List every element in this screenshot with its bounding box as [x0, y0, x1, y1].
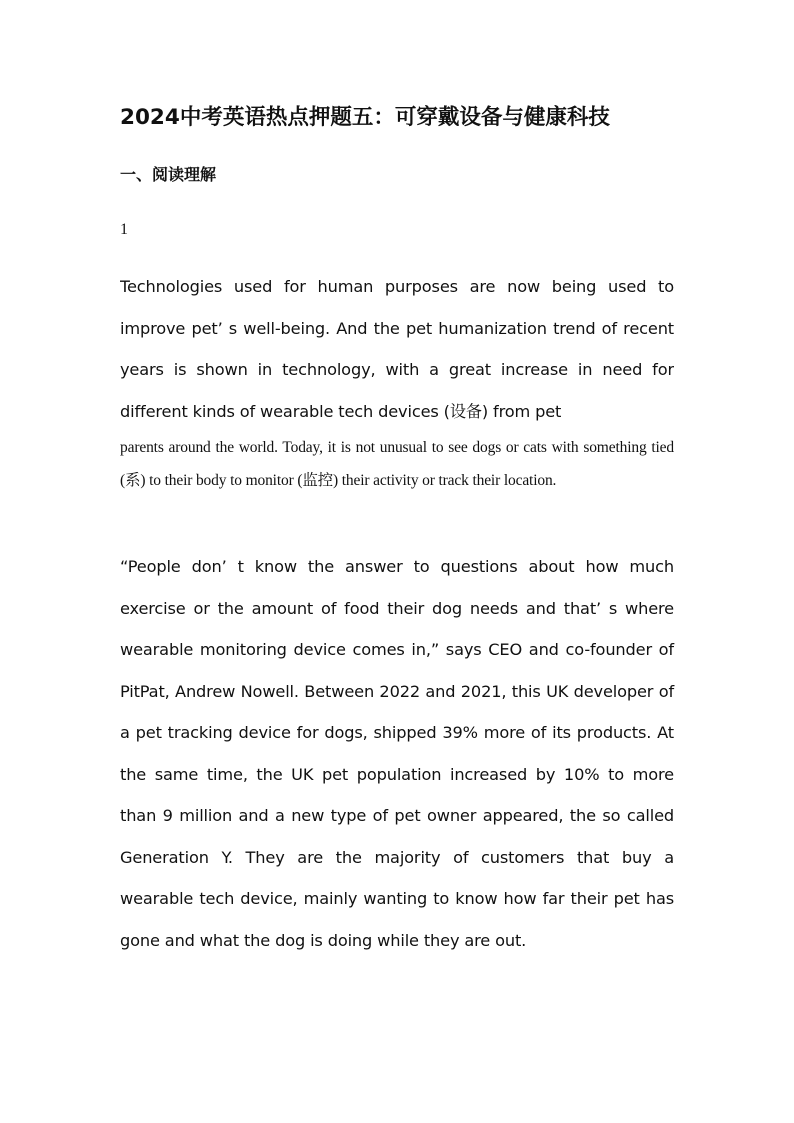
passage-paragraph-1-continued: parents around the world. Today, it is not unusual to see dogs or cats with something tied (系) to their body to monitor (监控) their activity or track their location.: [120, 439, 674, 489]
question-number: 1: [120, 221, 128, 238]
passage-paragraph-1: Technologies used for human purposes are now being used to improve pet’ s well-being. And the pet humanization trend of recent years is shown in technology, with a great increase in need for different kinds of wearable tech devices (设备) from pet: [120, 277, 674, 421]
document-title: 2024中考英语热点押题五：可穿戴设备与健康科技: [120, 105, 610, 130]
section-heading: 一、阅读理解: [120, 165, 217, 184]
passage-paragraph-2: “People don’ t know the answer to questions about how much exercise or the amount of food their dog needs and that’ s where wearable monitoring device comes in,” says CEO and co-founder of PitPat, Andrew Nowell. Between 2022 and 2021, this UK developer of a pet tracking device for dogs, shipped 39% more of its products. At the same time, the UK pet population increased by 10% to more than 9 million and a new type of pet owner appeared, the so called Generation Y. They are the majority of customers that buy a wearable tech device, mainly wanting to know how far their pet has gone and what the dog is doing while they are out.: [120, 557, 674, 950]
